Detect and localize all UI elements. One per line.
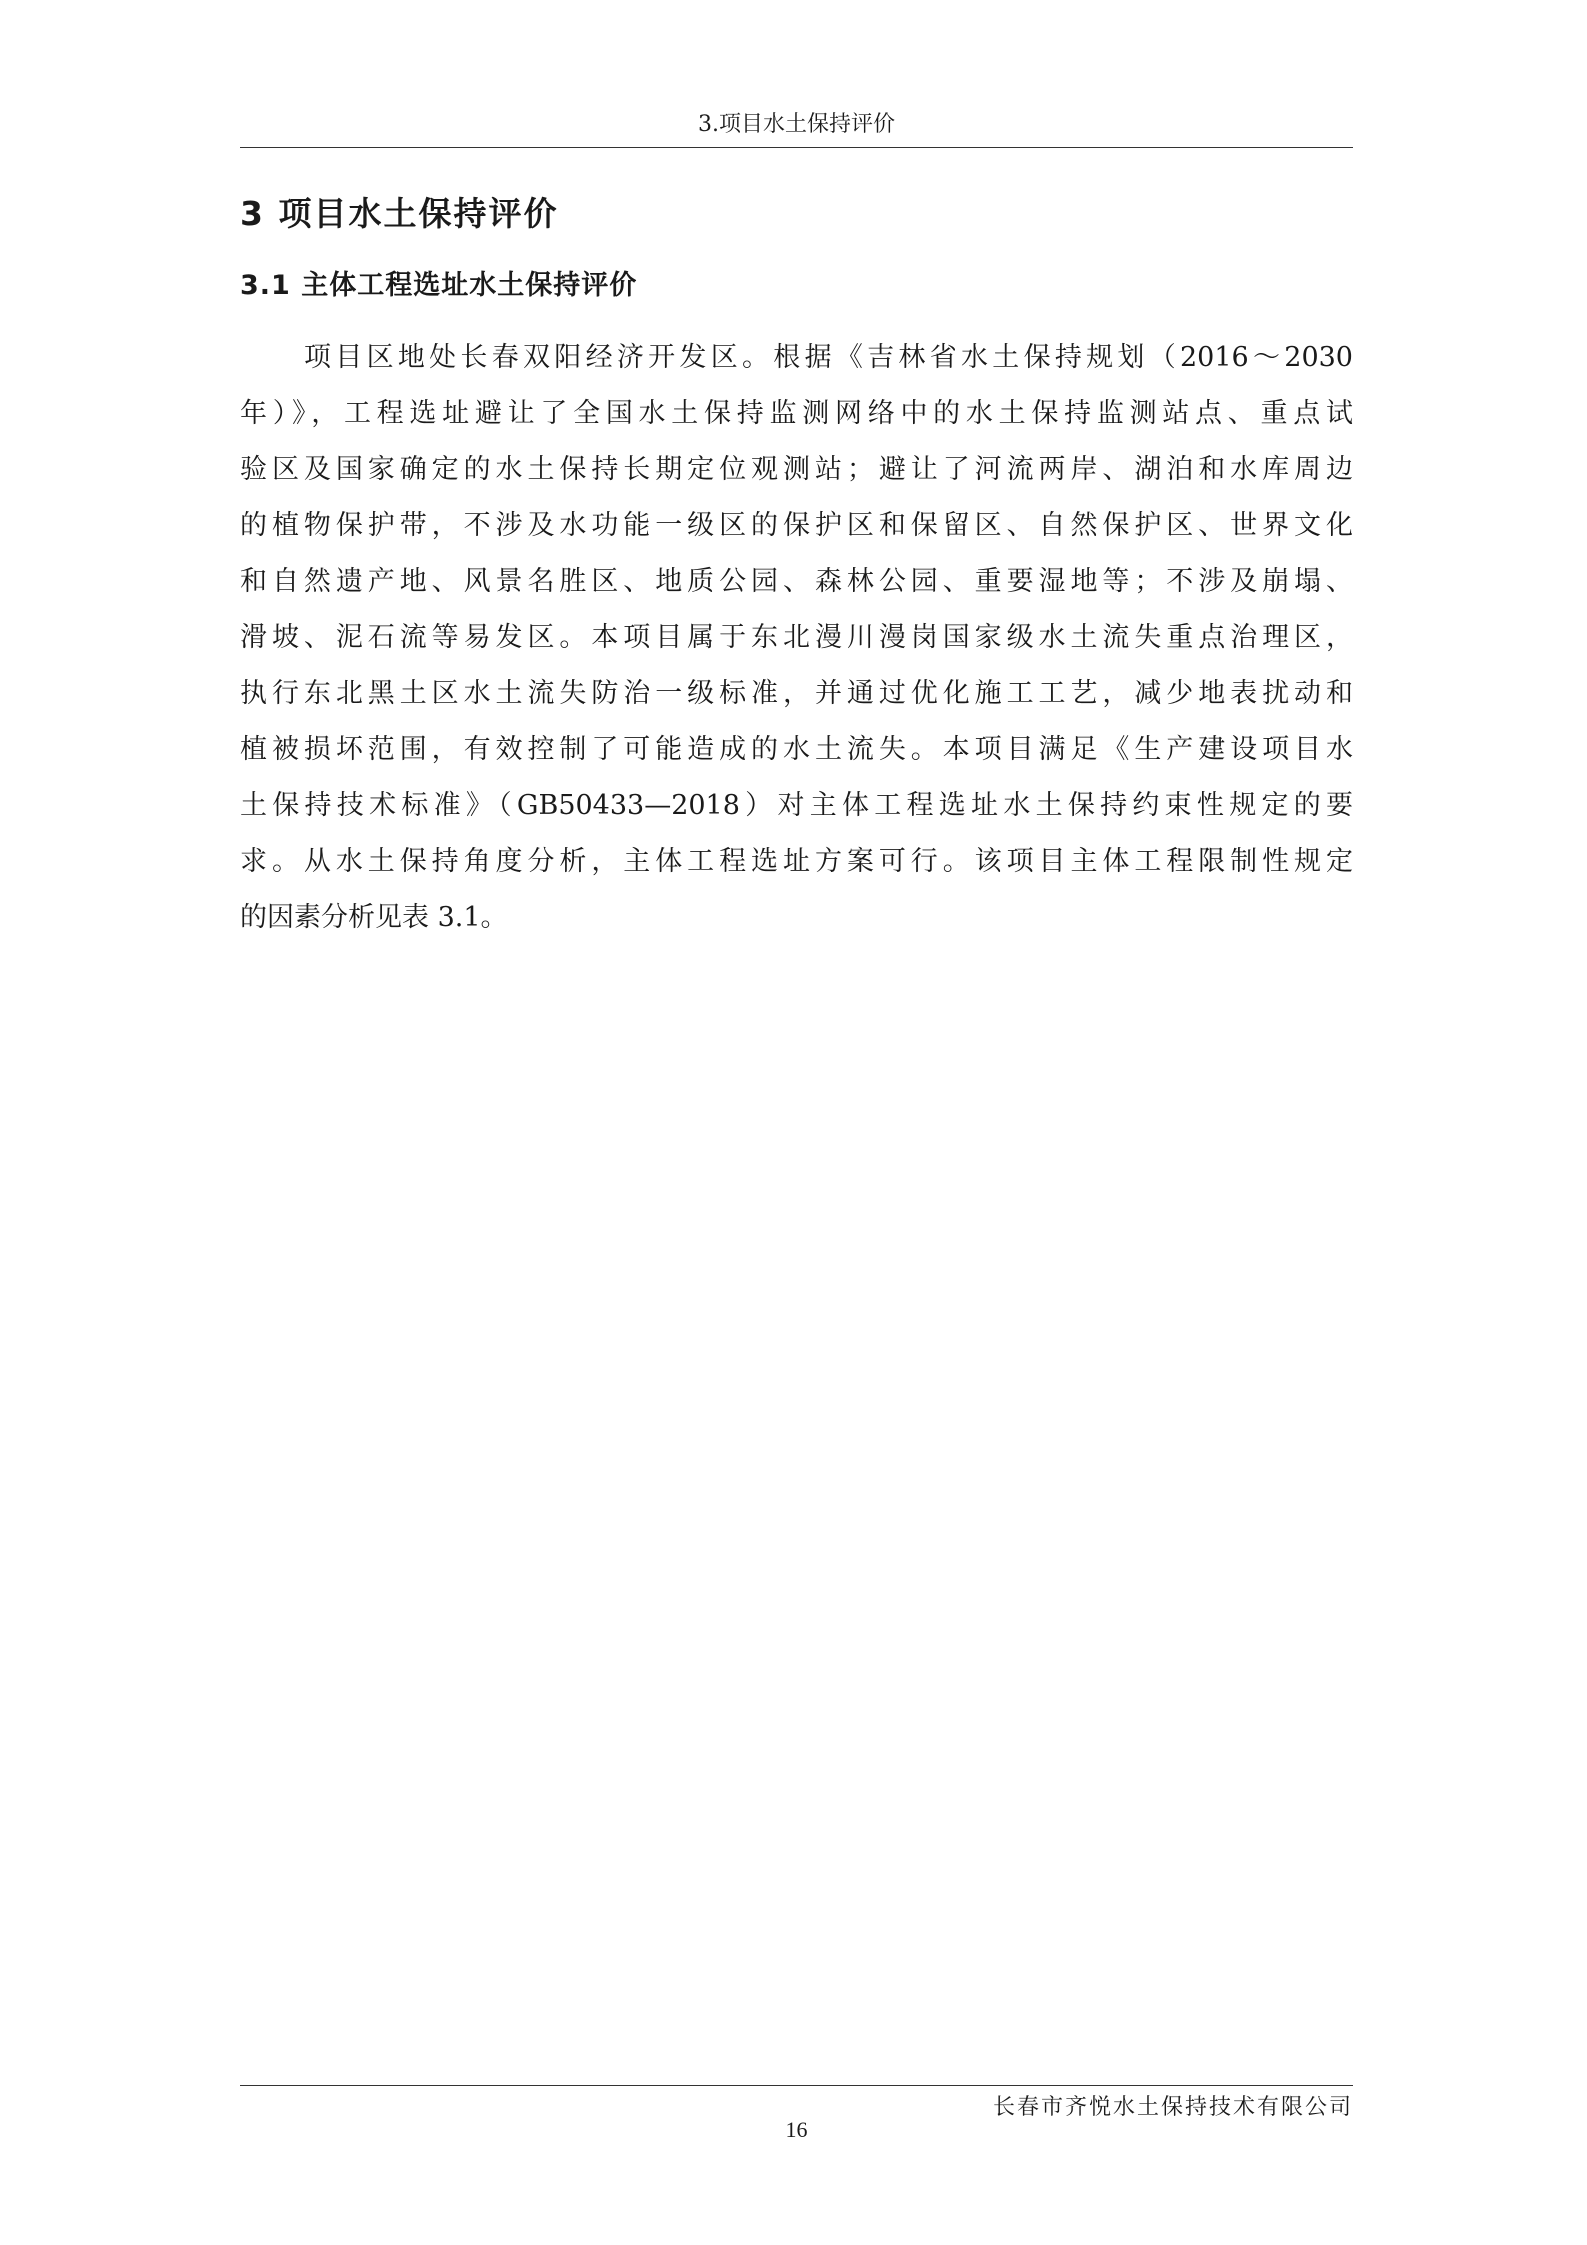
chapter-title: 3 项目水土保持评价 — [240, 194, 559, 233]
page-number: 16 — [785, 2117, 808, 2142]
paragraph-line: 年）》，工程选址避让了全国水土保持监测网络中的水土保持监测站点、重点试 — [240, 398, 1353, 429]
section-title: 3.1 主体工程选址水土保持评价 — [240, 270, 638, 301]
running-header: 3.项目水土保持评价 — [698, 112, 895, 137]
paragraph-line: 的植物保护带，不涉及水功能一级区的保护区和保留区、自然保护区、世界文化 — [240, 510, 1353, 541]
paragraph-line: 和自然遗产地、风景名胜区、地质公园、森林公园、重要湿地等；不涉及崩塌、 — [240, 566, 1353, 597]
paragraph-line: 验区及国家确定的水土保持长期定位观测站；避让了河流两岸、湖泊和水库周边 — [240, 454, 1353, 485]
footer-divider — [240, 2085, 1353, 2086]
body-paragraph — [240, 330, 1353, 946]
paragraph-line: 的因素分析见表 3.1。 — [240, 902, 508, 933]
header-divider — [240, 147, 1353, 148]
paragraph-line: 植被损坏范围，有效控制了可能造成的水土流失。本项目满足《生产建设项目水 — [240, 734, 1353, 765]
paragraph-line: 滑坡、泥石流等易发区。本项目属于东北漫川漫岗国家级水土流失重点治理区， — [240, 622, 1353, 653]
footer-company-name: 长春市齐悦水土保持技术有限公司 — [992, 2095, 1353, 2120]
paragraph-line: 执行东北黑土区水土流失防治一级标准，并通过优化施工工艺，减少地表扰动和 — [240, 678, 1353, 709]
paragraph-line: 项目区地处长春双阳经济开发区。根据《吉林省水土保持规划（2016～2030 — [304, 342, 1353, 373]
paragraph-line: 土保持技术标准》（GB50433—2018）对主体工程选址水土保持约束性规定的要 — [240, 790, 1353, 821]
paragraph-line: 求。从水土保持角度分析，主体工程选址方案可行。该项目主体工程限制性规定 — [240, 846, 1353, 877]
